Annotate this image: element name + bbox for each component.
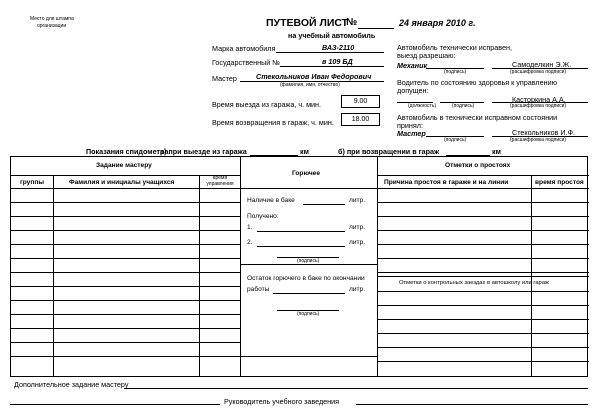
col-idle-time: время простоя: [535, 179, 584, 186]
decode-hint-1: (расшифровка подписи): [510, 69, 567, 75]
back-label: Время возвращения в гараж, ч. мин.: [212, 118, 334, 127]
page-title: ПУТЕВОЙ ЛИСТ: [266, 17, 349, 29]
sig-fuel-1: (подпись): [297, 258, 320, 264]
position-hint: (должность): [408, 103, 437, 109]
received-line-1[interactable]: [257, 231, 345, 232]
back-time-box[interactable]: 18.00: [341, 113, 380, 126]
footer-left-line: [10, 404, 220, 405]
out-label: Время выезда из гаража, ч. мин.: [212, 100, 321, 109]
remaining-line[interactable]: [273, 293, 345, 294]
received-n1: 1.: [247, 224, 253, 231]
decode-hint-2: (расшифровка подписи): [510, 103, 567, 109]
stamp-label-1: Место для штампа: [30, 16, 74, 22]
tech-ok-text-1: Автомобиль технически исправен,: [397, 43, 512, 52]
brand-value: ВАЗ-2110: [322, 43, 355, 52]
head-sig-line[interactable]: [356, 404, 588, 405]
accepted-role: Мастер: [397, 129, 426, 138]
received-label: Получено:: [247, 213, 279, 220]
sig-hint-2: (подпись): [452, 103, 475, 109]
extra-task-line[interactable]: [124, 388, 588, 389]
received-n2: 2.: [247, 239, 253, 246]
number-line[interactable]: [358, 28, 394, 29]
speedo-out-label: а) при выезде из гаража: [160, 147, 247, 156]
health-text-2: допущен:: [397, 86, 429, 95]
remaining-label-2: работы: [247, 286, 270, 293]
sig-fuel-2: (подпись): [297, 311, 320, 317]
litr-3: литр.: [349, 239, 366, 246]
master-label: Мастер: [212, 74, 237, 83]
litr-4: литр.: [349, 286, 366, 293]
tech-ok-text-2: выезд разрешаю:: [397, 51, 456, 60]
col-idle-reason: Причина простоя в гараже и на линии: [384, 179, 509, 186]
fuel-tank-line[interactable]: [303, 204, 345, 205]
plate-label: Государственный №: [212, 58, 280, 67]
main-table: [10, 156, 588, 377]
received-line-2[interactable]: [257, 246, 345, 247]
health-text-1: Водитель по состоянию здоровья к управлению: [397, 78, 557, 87]
brand-label: Марка автомобиля: [212, 44, 276, 53]
master-hint: (фамилия, имя, отчество): [280, 82, 340, 88]
head-label: Руководитель учебного заведения: [224, 397, 340, 406]
sig-hint-1: (подпись): [444, 69, 467, 75]
litr-1: литр.: [349, 197, 366, 204]
plate-value: в 109 БД: [322, 57, 353, 66]
plate-line: [280, 66, 384, 67]
issue-date: 24 января 2010 г.: [399, 18, 476, 28]
litr-2: литр.: [349, 224, 366, 231]
accepted-text-1: Автомобиль в технически исправном состоянии: [397, 113, 558, 122]
stamp-label-2: организации: [37, 23, 67, 29]
master-value: Стекольников Иван Федорович: [256, 72, 372, 81]
speedo-back-label: б) при возвращении в гараж: [338, 147, 440, 156]
decode-hint-3: (расшифровка подписи): [510, 137, 567, 143]
accepted-name: Стекольников И.Ф.: [512, 128, 576, 137]
col-group: группы: [20, 179, 44, 186]
fuel-tank-label: Наличие в баке: [247, 197, 295, 204]
mechanic-role: Механик: [397, 61, 428, 70]
col-name: Фамилия и инициалы учащихся: [69, 179, 175, 186]
col-time: время управления: [206, 175, 234, 187]
extra-task-label: Дополнительное задание мастеру: [14, 380, 129, 389]
out-time-box[interactable]: 9.00: [341, 95, 380, 108]
mechanic-name: Самоделкин Э.Ж.: [512, 60, 572, 69]
km-2: км: [492, 147, 501, 156]
task-header: Задание мастеру: [96, 162, 152, 169]
speedo-label: Показания спидометра:: [86, 147, 171, 156]
km-1: км: [300, 147, 309, 156]
remaining-label-1: Остаток горючего в баке по окончании: [247, 275, 365, 282]
idle-header: Отметки о простоях: [445, 162, 511, 169]
health-name: Касторкина А.А.: [512, 95, 566, 104]
page-subtitle: на учебный автомобиль: [288, 31, 376, 40]
brand-line: [276, 52, 384, 53]
fuel-header: Горючее: [292, 170, 321, 177]
sig-hint-3: (подпись): [444, 137, 467, 143]
control-note: Отметки о контрольных заездах в автошколу или гараж: [399, 280, 549, 286]
number-sign: №: [346, 17, 358, 28]
accepted-text-2: принял:: [397, 121, 423, 130]
